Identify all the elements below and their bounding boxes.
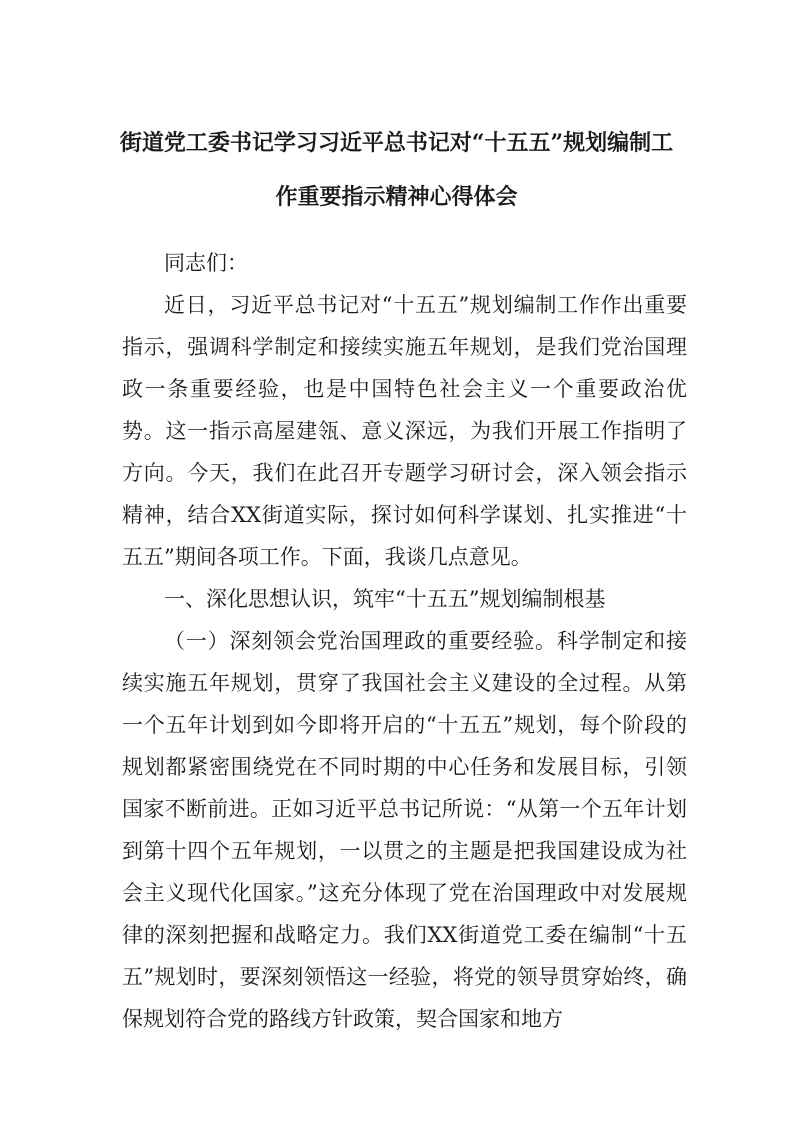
title-line-2: 作重要指示精神心得体会 xyxy=(275,184,518,210)
document-body xyxy=(122,242,687,1040)
title-line-1: 街道党工委书记学习习近平总书记对“十五五”规划编制工 xyxy=(119,130,674,156)
document-title xyxy=(100,116,693,224)
paragraph-subsection-1: （一）深刻领会党治国理政的重要经验。科学制定和接续实施五年规划，贯穿了我国社会主义建设的全过程。从第一个五年计划到如今即将开启的“十五五”规划，每个阶段的规划都紧密围绕党在不同时期的中心任务和发展目标，引领国家不断前进。正如习近平总书记所说：“从第一个五年计划到第十四个五年规划，一以贯之的主题是把我国建设成为社会主义现代化国家。”这充分体现了党在治国理政中对发展规律的深刻把握和战略定力。我们XX街道党工委在编制“十五五”规划时，要深刻领悟这一经验，将党的领导贯穿始终，确保规划符合党的路线方针政策，契合国家和地方 xyxy=(122,629,687,1031)
paragraph-intro: 近日，习近平总书记对“十五五”规划编制工作作出重要指示，强调科学制定和接续实施五年规划，是我们党治国理政一条重要经验，也是中国特色社会主义一个重要政治优势。这一指示高屋建瓴、意义深远，为我们开展工作指明了方向。今天，我们在此召开专题学习研讨会，深入领会指示精神，结合XX街道实际，探讨如何科学谋划、扎实推进“十五五”期间各项工作。下面，我谈几点意见。 xyxy=(122,293,687,569)
section-heading-1: 一、深化思想认识，筑牢“十五五”规划编制根基 xyxy=(164,587,606,611)
salutation: 同志们： xyxy=(164,251,248,275)
